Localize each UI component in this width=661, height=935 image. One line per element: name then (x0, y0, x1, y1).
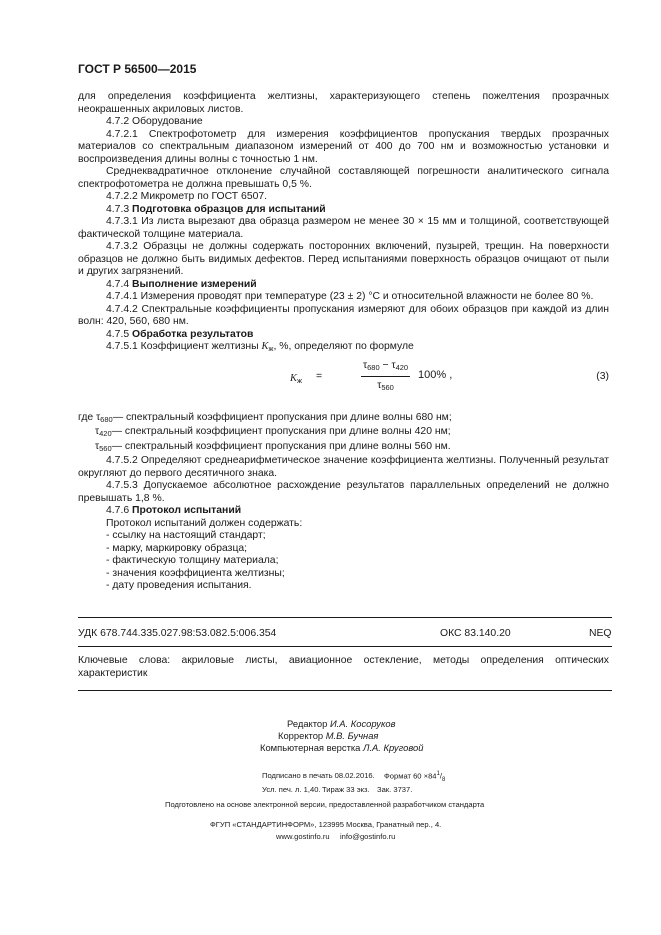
layout-line: Компьютерная верстка Л.А. Круговой (260, 742, 424, 753)
paragraph: Среднеквадратичное отклонение случайной составляющей погрешности аналитического сигнала спектрофотометра не должна превышать 0,5 %. (78, 166, 609, 190)
formula-denominator: $\tau_{560}$ (377, 380, 394, 392)
section-title: Протокол испытаний (132, 505, 242, 516)
paragraph: 4.7.2.2 Микрометр по ГОСТ 6507. (106, 191, 268, 202)
paragraph: Протокол испытаний должен содержать: (106, 517, 303, 529)
where-line: где $\tau_{680}—$ спектральный коэффициент пропускания при длине волны 680 нм; (78, 411, 452, 424)
section-title: Обработка результатов (132, 328, 254, 340)
where-line: $\tau_{560}—$ спектральный коэффициент пропускания при длине волны 560 нм. (95, 440, 451, 453)
list-item: - марку, маркировку образца; (106, 542, 248, 554)
section-heading (78, 505, 609, 518)
footer-rule-top (78, 617, 612, 618)
oks-code: ОКС 83.140.20 (440, 628, 511, 639)
formula-lhs: $K_ж$ (290, 372, 302, 385)
publisher-website: www.gostinfo.ru (276, 832, 330, 841)
footer-rule-bottom (78, 690, 612, 691)
formula-tail: 100% , (418, 368, 453, 381)
section-title: Выполнение измерений (132, 278, 257, 290)
section-heading: 4.7.2 Оборудование (106, 116, 203, 127)
paragraph: 4.7.3.2 Образцы не должны содержать посторонних включений, пузырей, трещин. На поверхности образцов не должно быть видимых дефектов. Перед испытаниями поверхность образцов очищают от пыли и других загрязнений. (78, 241, 609, 277)
paragraph: 4.7.5.3 Допускаемое абсолютное расхождение результатов параллельных определений не должно превышать 1,8 %. (78, 480, 609, 504)
paragraph: 4.7.3.1 Из листа вырезают два образца размером не менее 30 × 15 мм и толщиной, соответствующей фактической толщине материала. (78, 216, 609, 240)
paper-format: Формат $60 \times 84^1/_8$ (384, 771, 446, 784)
publisher-email: info@gostinfo.ru (340, 832, 396, 841)
order-number: Зак. 3737. (377, 785, 413, 794)
section-heading (78, 329, 609, 342)
print-sheets: Усл. печ. л. 1,40. (262, 785, 321, 794)
paragraph: 4.7.4.1 Измерения проводят при температуре (23 ± 2) °С и относительной влажности не более 80 %. (106, 291, 594, 302)
publisher: ФГУП «СТАНДАРТИНФОРМ», 123995 Москва, Гранатный пер., 4. (210, 820, 442, 829)
section-number: 4.7.3 (106, 203, 130, 215)
list-item: - фактическую толщину материала; (106, 555, 279, 566)
paragraph: 4.7.4.2 Спектральные коэффициенты пропускания измеряют для обоих образцов при каждой из длин волн: 420, 560, 680 нм. (78, 303, 609, 327)
udk-code: УДК 678.744.335.027.98:53.082.5:006.354 (78, 628, 277, 639)
prepared-note: Подготовлено на основе электронной версии, предоставленной разработчиком стандарта (165, 800, 485, 809)
list-item: - ссылку на настоящий стандарт; (106, 530, 266, 541)
corrector-line: Корректор М.В. Бучная (278, 730, 379, 741)
document-header: ГОСТ Р 56500—2015 (78, 62, 197, 76)
section-heading (78, 204, 609, 217)
keywords: Ключевые слова: акриловые листы, авиационное остекление, методы определения оптических характеристик (78, 655, 609, 679)
section-number: 4.7.6 (106, 505, 130, 516)
list-item: - значения коэффициента желтизны; (106, 567, 285, 579)
section-heading (78, 279, 609, 292)
formula-number: (3) (596, 370, 609, 382)
where-line: $\tau_{420}—$ спектральный коэффициент пропускания при длине волны 420 нм; (95, 426, 451, 438)
circulation: Тираж 33 экз. (322, 785, 370, 794)
footer-rule-middle (78, 646, 612, 647)
formula-numerator: $\tau_{680} - \tau_{420}$ (361, 360, 410, 378)
signed-date: Подписано в печать 08.02.2016. (262, 771, 375, 780)
document-body (78, 91, 609, 593)
section-title: Подготовка образцов для испытаний (132, 203, 326, 215)
section-number: 4.7.4 (106, 278, 130, 290)
neq-mark: NEQ (589, 628, 612, 639)
paragraph: 4.7.5.2 Определяют среднеарифметическое значение коэффициента желтизны. Полученный результат округляют до первого десятичного знака. (78, 455, 609, 479)
editor-line: Редактор И.А. Косоруков (287, 718, 396, 729)
section-number: 4.7.5 (106, 328, 130, 340)
formula-fraction (361, 360, 410, 395)
paragraph: 4.7.2.1 Спектрофотометр для измерения коэффициентов пропускания твердых прозрачных материалов со спектральным диапазоном измерений от 400 до 700 нм и возможностью установки и воспроизведения длины волны с точностью 1 нм. (78, 128, 609, 165)
paragraph: для определения коэффициента желтизны, характеризующего степень пожелтения прозрачных неокрашенных акриловых листов. (78, 91, 609, 115)
formula-equals: = (316, 370, 323, 382)
list-item: - дату проведения испытания. (106, 580, 252, 591)
formula (78, 356, 609, 412)
paragraph: 4.7.5.1 Коэффициент желтизны $K_ж$, %, определяют по формуле (106, 341, 414, 353)
